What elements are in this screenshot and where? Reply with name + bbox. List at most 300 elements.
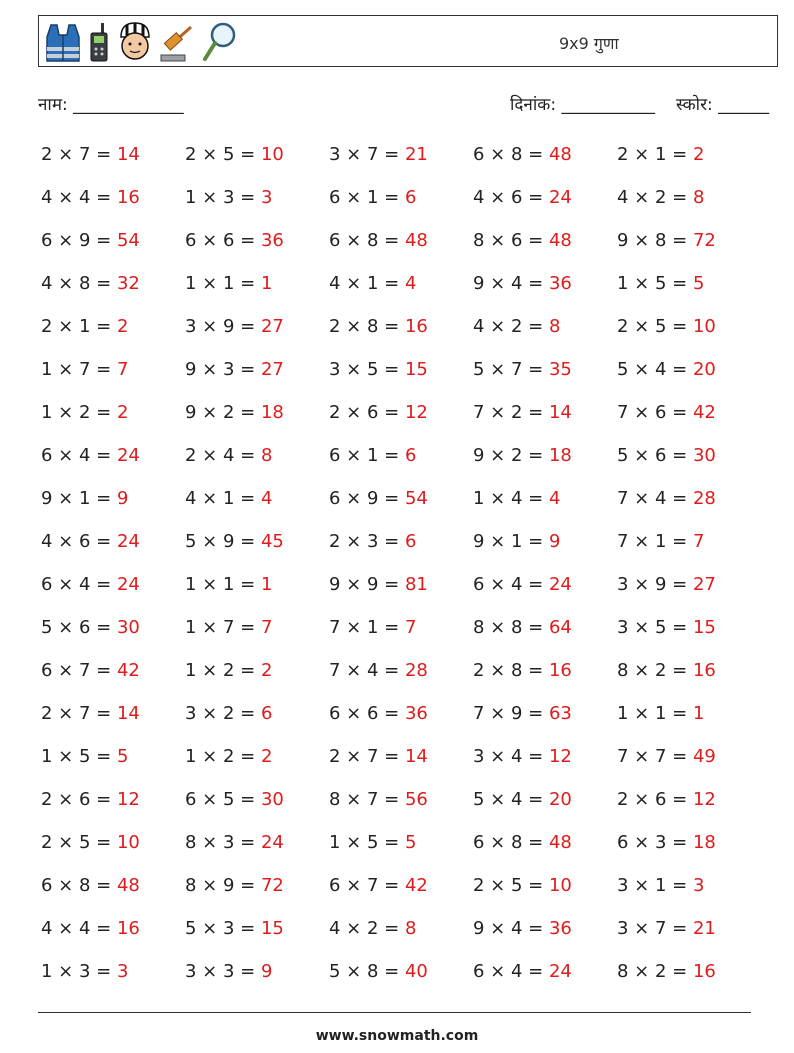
problem-question: 6 × 7 = — [41, 660, 117, 681]
problem-answer: 27 — [260, 316, 284, 337]
problem-question: 3 × 9 = — [617, 574, 693, 595]
problem-item — [41, 526, 185, 569]
problem-answer: 24 — [116, 445, 140, 466]
problem-answer: 24 — [260, 832, 284, 853]
problem-question: 3 × 9 = — [185, 316, 261, 337]
problem-item — [185, 956, 329, 999]
problem-item — [41, 354, 185, 397]
footer-url: www.snowmath.com — [315, 1028, 479, 1044]
problem-answer: 6 — [404, 445, 417, 466]
problem-item — [617, 225, 761, 268]
problem-answer: 10 — [548, 875, 572, 896]
problem-answer: 28 — [692, 488, 716, 509]
problem-question: 9 × 9 = — [329, 574, 405, 595]
problem-answer: 42 — [116, 660, 140, 681]
problem-question: 5 × 7 = — [473, 359, 549, 380]
problem-question: 6 × 7 = — [329, 875, 405, 896]
problem-answer: 15 — [404, 359, 428, 380]
problem-question: 9 × 2 = — [185, 402, 261, 423]
name-field: नाम: _____________ — [38, 95, 184, 115]
problem-question: 2 × 6 = — [41, 789, 117, 810]
problem-question: 9 × 3 = — [185, 359, 261, 380]
problem-answer: 28 — [404, 660, 428, 681]
problem-question: 2 × 8 = — [329, 316, 405, 337]
problem-answer: 18 — [548, 445, 572, 466]
problem-question: 8 × 8 = — [473, 617, 549, 638]
safety-vest-icon — [45, 21, 81, 63]
problem-question: 6 × 6 = — [185, 230, 261, 251]
problem-answer: 24 — [548, 574, 572, 595]
problem-question: 4 × 2 = — [617, 187, 693, 208]
problem-item — [473, 827, 617, 870]
problem-answer: 7 — [116, 359, 129, 380]
problem-item — [617, 870, 761, 913]
problem-question: 2 × 5 = — [617, 316, 693, 337]
problem-answer: 12 — [116, 789, 140, 810]
problem-question: 6 × 4 = — [41, 445, 117, 466]
problem-question: 2 × 5 = — [473, 875, 549, 896]
problem-answer: 42 — [692, 402, 716, 423]
problem-answer: 16 — [116, 187, 140, 208]
problem-item — [329, 870, 473, 913]
problem-item — [185, 698, 329, 741]
problem-question: 6 × 1 = — [329, 445, 405, 466]
problem-answer: 14 — [116, 144, 140, 165]
problem-answer: 63 — [548, 703, 572, 724]
problem-answer: 48 — [404, 230, 428, 251]
problem-answer: 64 — [548, 617, 572, 638]
problem-item — [617, 139, 761, 182]
problem-item — [329, 182, 473, 225]
problem-question: 2 × 8 = — [473, 660, 549, 681]
problem-question: 1 × 4 = — [473, 488, 549, 509]
problem-answer: 21 — [404, 144, 428, 165]
problem-answer: 10 — [260, 144, 284, 165]
problem-item — [473, 956, 617, 999]
problem-answer: 16 — [692, 660, 716, 681]
problem-question: 5 × 8 = — [329, 961, 405, 982]
problem-answer: 56 — [404, 789, 428, 810]
problem-question: 1 × 5 = — [617, 273, 693, 294]
problem-question: 8 × 9 = — [185, 875, 261, 896]
problem-item — [473, 784, 617, 827]
problem-answer: 3 — [116, 961, 129, 982]
problem-answer: 8 — [548, 316, 561, 337]
problem-item — [185, 354, 329, 397]
problem-answer: 30 — [116, 617, 140, 638]
problem-answer: 54 — [116, 230, 140, 251]
problem-answer: 4 — [404, 273, 417, 294]
problem-question: 1 × 5 = — [329, 832, 405, 853]
problem-item — [41, 827, 185, 870]
gavel-icon — [159, 21, 195, 63]
problem-question: 8 × 2 = — [617, 660, 693, 681]
problem-answer: 2 — [692, 144, 705, 165]
problem-item — [41, 655, 185, 698]
problem-item — [41, 483, 185, 526]
problem-item — [185, 741, 329, 784]
prisoner-icon — [117, 21, 153, 63]
problem-item — [185, 440, 329, 483]
problem-item — [329, 440, 473, 483]
problem-answer: 6 — [404, 531, 417, 552]
problem-item — [41, 784, 185, 827]
problem-answer: 8 — [692, 187, 705, 208]
problem-item — [185, 612, 329, 655]
problem-answer: 36 — [548, 273, 572, 294]
problem-answer: 16 — [404, 316, 428, 337]
problem-question: 1 × 7 = — [185, 617, 261, 638]
problem-item — [185, 913, 329, 956]
problem-item — [329, 483, 473, 526]
problem-answer: 30 — [260, 789, 284, 810]
problem-question: 4 × 2 = — [329, 918, 405, 939]
problem-question: 8 × 3 = — [185, 832, 261, 853]
problem-answer: 32 — [116, 273, 140, 294]
problem-item — [473, 225, 617, 268]
problem-question: 6 × 3 = — [617, 832, 693, 853]
problem-question: 1 × 3 = — [41, 961, 117, 982]
problem-answer: 42 — [404, 875, 428, 896]
problem-answer: 12 — [404, 402, 428, 423]
problem-answer: 7 — [404, 617, 417, 638]
problem-item — [185, 870, 329, 913]
problem-item — [185, 827, 329, 870]
problem-answer: 15 — [692, 617, 716, 638]
problem-answer: 72 — [260, 875, 284, 896]
problem-question: 2 × 4 = — [185, 445, 261, 466]
problem-item — [329, 827, 473, 870]
problem-answer: 4 — [548, 488, 561, 509]
problem-question: 3 × 5 = — [329, 359, 405, 380]
problem-question: 7 × 6 = — [617, 402, 693, 423]
problem-item — [329, 354, 473, 397]
problem-answer: 45 — [260, 531, 284, 552]
problem-question: 5 × 6 = — [41, 617, 117, 638]
problem-item — [185, 655, 329, 698]
problem-question: 9 × 8 = — [617, 230, 693, 251]
problem-question: 2 × 7 = — [41, 144, 117, 165]
problem-item — [617, 483, 761, 526]
problem-answer: 8 — [260, 445, 273, 466]
problem-item — [329, 397, 473, 440]
problem-answer: 3 — [260, 187, 273, 208]
problem-item — [617, 784, 761, 827]
problem-question: 8 × 2 = — [617, 961, 693, 982]
problem-item — [329, 311, 473, 354]
problem-item — [185, 569, 329, 612]
problem-item — [473, 354, 617, 397]
problem-item — [329, 784, 473, 827]
problem-item — [617, 440, 761, 483]
magnifying-glass-icon — [201, 21, 237, 63]
problem-answer: 20 — [692, 359, 716, 380]
problem-item — [473, 483, 617, 526]
problem-item — [473, 397, 617, 440]
date-field: दिनांक: ___________ — [510, 95, 655, 115]
problem-item — [185, 526, 329, 569]
problem-question: 4 × 2 = — [473, 316, 549, 337]
problem-question: 1 × 5 = — [41, 746, 117, 767]
problem-question: 1 × 7 = — [41, 359, 117, 380]
problem-item — [473, 741, 617, 784]
problem-question: 2 × 7 = — [329, 746, 405, 767]
problem-answer: 9 — [116, 488, 129, 509]
problem-question: 6 × 5 = — [185, 789, 261, 810]
problem-answer: 15 — [260, 918, 284, 939]
problem-item — [617, 182, 761, 225]
problem-item — [185, 784, 329, 827]
problem-answer: 4 — [260, 488, 273, 509]
problem-answer: 18 — [692, 832, 716, 853]
problem-answer: 2 — [260, 660, 273, 681]
header-box — [38, 15, 778, 67]
problem-question: 1 × 1 = — [185, 273, 261, 294]
problem-item — [329, 268, 473, 311]
problem-question: 9 × 4 = — [473, 918, 549, 939]
problem-item — [617, 397, 761, 440]
problem-answer: 24 — [116, 531, 140, 552]
problem-item — [617, 354, 761, 397]
problem-item — [41, 913, 185, 956]
problem-answer: 5 — [692, 273, 705, 294]
problem-answer: 54 — [404, 488, 428, 509]
problem-question: 9 × 2 = — [473, 445, 549, 466]
score-field: स्कोर: ______ — [676, 95, 770, 115]
problem-question: 3 × 7 = — [617, 918, 693, 939]
problem-answer: 10 — [116, 832, 140, 853]
problem-item — [329, 913, 473, 956]
problem-question: 2 × 7 = — [41, 703, 117, 724]
problem-question: 5 × 6 = — [617, 445, 693, 466]
problem-question: 6 × 4 = — [473, 961, 549, 982]
problem-item — [473, 182, 617, 225]
worksheet-title: 9x9 गुणा — [559, 34, 619, 53]
problem-item — [329, 139, 473, 182]
problem-answer: 48 — [548, 144, 572, 165]
problem-item — [41, 870, 185, 913]
problem-answer: 14 — [548, 402, 572, 423]
problem-item — [473, 569, 617, 612]
problem-item — [185, 139, 329, 182]
problem-question: 9 × 1 = — [41, 488, 117, 509]
problem-answer: 10 — [692, 316, 716, 337]
problem-question: 4 × 6 = — [41, 531, 117, 552]
problem-question: 6 × 4 = — [41, 574, 117, 595]
problem-item — [473, 655, 617, 698]
problem-question: 3 × 4 = — [473, 746, 549, 767]
problem-answer: 8 — [404, 918, 417, 939]
problem-item — [41, 569, 185, 612]
problem-item — [617, 913, 761, 956]
problem-question: 1 × 1 = — [185, 574, 261, 595]
problem-answer: 14 — [116, 703, 140, 724]
problem-question: 2 × 3 = — [329, 531, 405, 552]
problem-answer: 1 — [260, 574, 273, 595]
problem-answer: 35 — [548, 359, 572, 380]
problem-item — [185, 397, 329, 440]
problem-answer: 2 — [116, 402, 129, 423]
problem-answer: 5 — [116, 746, 129, 767]
problem-question: 3 × 3 = — [185, 961, 261, 982]
problem-question: 7 × 1 = — [329, 617, 405, 638]
problem-answer: 1 — [692, 703, 705, 724]
problem-answer: 16 — [692, 961, 716, 982]
problem-question: 2 × 5 = — [41, 832, 117, 853]
problem-answer: 6 — [260, 703, 273, 724]
problem-answer: 36 — [548, 918, 572, 939]
problem-answer: 2 — [260, 746, 273, 767]
problem-item — [41, 397, 185, 440]
problem-answer: 48 — [116, 875, 140, 896]
problem-answer: 72 — [692, 230, 716, 251]
problem-question: 6 × 4 = — [473, 574, 549, 595]
problem-question: 2 × 6 = — [617, 789, 693, 810]
problem-item — [41, 956, 185, 999]
problem-answer: 40 — [404, 961, 428, 982]
problem-item — [329, 569, 473, 612]
problem-answer: 24 — [548, 961, 572, 982]
problem-item — [329, 655, 473, 698]
problem-answer: 16 — [116, 918, 140, 939]
icon-strip — [45, 20, 237, 64]
problem-answer: 24 — [116, 574, 140, 595]
problem-grid — [41, 139, 761, 999]
problem-item — [185, 225, 329, 268]
problem-item — [617, 612, 761, 655]
problem-answer: 9 — [548, 531, 561, 552]
problem-question: 2 × 1 = — [617, 144, 693, 165]
problem-question: 6 × 8 = — [473, 144, 549, 165]
problem-question: 1 × 3 = — [185, 187, 261, 208]
problem-answer: 36 — [404, 703, 428, 724]
problem-answer: 27 — [260, 359, 284, 380]
problem-item — [617, 655, 761, 698]
problem-question: 6 × 1 = — [329, 187, 405, 208]
problem-item — [41, 182, 185, 225]
problem-question: 3 × 5 = — [617, 617, 693, 638]
problem-item — [473, 311, 617, 354]
problem-answer: 24 — [548, 187, 572, 208]
problem-answer: 1 — [260, 273, 273, 294]
problem-answer: 48 — [548, 230, 572, 251]
problem-question: 1 × 2 = — [185, 746, 261, 767]
problem-question: 1 × 1 = — [617, 703, 693, 724]
problem-item — [329, 526, 473, 569]
problem-item — [617, 311, 761, 354]
problem-answer: 21 — [692, 918, 716, 939]
problem-question: 7 × 9 = — [473, 703, 549, 724]
problem-answer: 3 — [692, 875, 705, 896]
problem-item — [185, 182, 329, 225]
problem-item — [473, 612, 617, 655]
problem-question: 3 × 7 = — [329, 144, 405, 165]
problem-question: 8 × 6 = — [473, 230, 549, 251]
problem-answer: 2 — [116, 316, 129, 337]
problem-question: 6 × 9 = — [329, 488, 405, 509]
problem-question: 5 × 9 = — [185, 531, 261, 552]
problem-question: 4 × 6 = — [473, 187, 549, 208]
problem-question: 5 × 4 = — [473, 789, 549, 810]
problem-answer: 12 — [548, 746, 572, 767]
problem-item — [329, 741, 473, 784]
problem-answer: 9 — [260, 961, 273, 982]
problem-answer: 5 — [404, 832, 417, 853]
problem-answer: 18 — [260, 402, 284, 423]
problem-item — [473, 139, 617, 182]
problem-question: 9 × 4 = — [473, 273, 549, 294]
problem-question: 5 × 3 = — [185, 918, 261, 939]
problem-question: 1 × 2 = — [41, 402, 117, 423]
problem-question: 6 × 6 = — [329, 703, 405, 724]
problem-answer: 14 — [404, 746, 428, 767]
problem-answer: 6 — [404, 187, 417, 208]
problem-item — [617, 569, 761, 612]
problem-question: 6 × 8 = — [41, 875, 117, 896]
problem-question: 6 × 9 = — [41, 230, 117, 251]
problem-question: 2 × 6 = — [329, 402, 405, 423]
problem-question: 5 × 4 = — [617, 359, 693, 380]
problem-item — [617, 268, 761, 311]
problem-answer: 27 — [692, 574, 716, 595]
problem-question: 7 × 4 = — [617, 488, 693, 509]
problem-question: 4 × 4 = — [41, 187, 117, 208]
problem-item — [41, 612, 185, 655]
problem-item — [41, 440, 185, 483]
problem-item — [617, 741, 761, 784]
problem-item — [185, 268, 329, 311]
problem-item — [473, 440, 617, 483]
problem-question: 7 × 7 = — [617, 746, 693, 767]
problem-question: 4 × 1 = — [329, 273, 405, 294]
problem-item — [185, 311, 329, 354]
problem-item — [329, 225, 473, 268]
problem-item — [41, 741, 185, 784]
problem-item — [473, 870, 617, 913]
problem-question: 1 × 2 = — [185, 660, 261, 681]
problem-answer: 16 — [548, 660, 572, 681]
problem-question: 7 × 2 = — [473, 402, 549, 423]
problem-item — [617, 827, 761, 870]
problem-question: 4 × 1 = — [185, 488, 261, 509]
problem-question: 4 × 4 = — [41, 918, 117, 939]
problem-question: 7 × 4 = — [329, 660, 405, 681]
problem-answer: 30 — [692, 445, 716, 466]
problem-item — [41, 311, 185, 354]
problem-question: 2 × 5 = — [185, 144, 261, 165]
problem-item — [473, 526, 617, 569]
problem-question: 4 × 8 = — [41, 273, 117, 294]
problem-question: 3 × 1 = — [617, 875, 693, 896]
problem-answer: 36 — [260, 230, 284, 251]
problem-question: 6 × 8 = — [329, 230, 405, 251]
problem-answer: 7 — [260, 617, 273, 638]
problem-answer: 81 — [404, 574, 428, 595]
problem-question: 2 × 1 = — [41, 316, 117, 337]
problem-item — [329, 698, 473, 741]
problem-question: 3 × 2 = — [185, 703, 261, 724]
problem-answer: 7 — [692, 531, 705, 552]
problem-question: 8 × 7 = — [329, 789, 405, 810]
problem-answer: 20 — [548, 789, 572, 810]
problem-item — [41, 225, 185, 268]
problem-answer: 12 — [692, 789, 716, 810]
footer-divider — [38, 1012, 751, 1013]
problem-item — [329, 956, 473, 999]
problem-item — [41, 268, 185, 311]
problem-answer: 48 — [548, 832, 572, 853]
problem-item — [473, 698, 617, 741]
